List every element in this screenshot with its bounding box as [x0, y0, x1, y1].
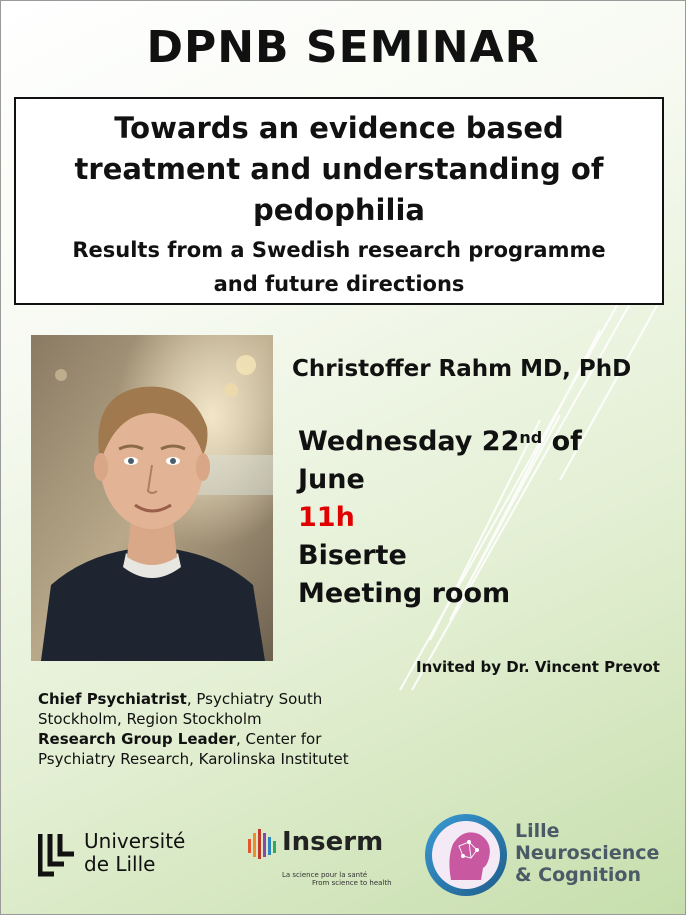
talk-title: [16, 108, 662, 231]
role-detail: , Center for: [235, 730, 322, 748]
talk-title-box: [14, 97, 664, 305]
speaker-roles: [38, 689, 349, 769]
ulille-line1: Université: [84, 829, 186, 853]
talk-title-line: treatment and understanding of: [74, 152, 604, 186]
role-title: Research Group Leader: [38, 730, 236, 748]
inserm-tagline-fr: La science pour la santé: [282, 871, 368, 879]
lnc-line1: Lille: [515, 820, 560, 842]
speaker-name: Christoffer Rahm MD, PhD: [292, 356, 632, 382]
talk-title-line: pedophilia: [253, 193, 425, 227]
role-1-detail: Stockholm, Region Stockholm: [38, 710, 262, 728]
role-2: [38, 729, 349, 749]
universite-de-lille-logo: [38, 830, 218, 880]
brain-head-icon: [423, 812, 509, 898]
inserm-wordmark: Inserm: [282, 827, 384, 857]
seminar-title: DPNB SEMINAR: [146, 22, 540, 73]
date-ordinal-suffix: nd: [519, 428, 543, 447]
inserm-tagline: [282, 871, 392, 887]
talk-subtitle-line: and future directions: [213, 272, 465, 296]
role-1: [38, 689, 349, 709]
event-date-line: [298, 423, 582, 461]
event-time: 11h: [298, 502, 355, 533]
lille-neuroscience-cognition-logo: [423, 812, 663, 902]
talk-title-line: Towards an evidence based: [114, 111, 564, 145]
ulille-mark-icon: [38, 830, 78, 880]
lnc-wordmark: [515, 820, 659, 886]
inserm-bars-icon: [248, 825, 278, 865]
ulille-line2: de Lille: [84, 852, 156, 876]
role-2-detail: Psychiatry Research, Karolinska Institutet: [38, 750, 349, 768]
speaker-photo: [31, 335, 273, 661]
lnc-line2: Neuroscience: [515, 842, 660, 864]
event-location-line1: Biserte: [298, 540, 407, 571]
ulille-wordmark: [84, 830, 185, 876]
role-title: Chief Psychiatrist: [38, 690, 187, 708]
event-month: June: [298, 464, 365, 495]
event-details: [298, 423, 582, 613]
inserm-tagline-en: From science to health: [312, 879, 392, 887]
event-date: Wednesday 22: [298, 426, 520, 457]
lnc-line3: & Cognition: [515, 864, 641, 886]
talk-subtitle: [16, 233, 662, 301]
role-detail: , Psychiatry South: [186, 690, 323, 708]
talk-subtitle-line: Results from a Swedish research programme: [72, 238, 606, 262]
event-date-after: of: [542, 426, 582, 457]
inserm-logo: [248, 825, 408, 895]
invited-by: Invited by Dr. Vincent Prevot: [416, 658, 660, 676]
event-location-line2: Meeting room: [298, 578, 511, 609]
